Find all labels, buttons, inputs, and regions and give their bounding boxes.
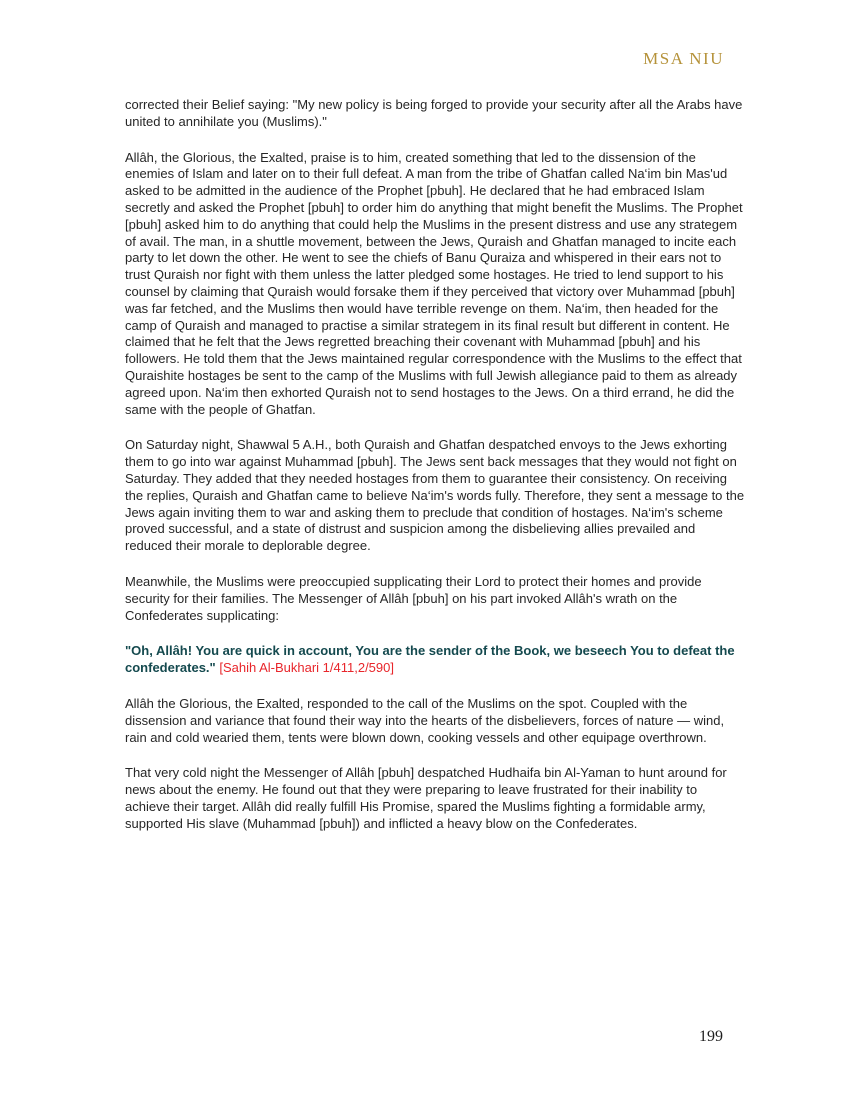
page-number: 199	[699, 1028, 723, 1045]
paragraph: corrected their Belief saying: "My new policy is being forged to provide your security after all the Arabs have united to annihilate you (Muslims)."	[125, 97, 743, 129]
citation-reference: [Sahih Al-Bukhari 1/411,2/590]	[219, 660, 394, 676]
paragraph: That very cold night the Messenger of Allâh [pbuh] despatched Hudhaifa bin Al-Yaman to hunt around for news about the enemy. He found out that they were preparing to leave frustrated for their inability to achieve their target. Allâh did really fulfill His Promise, spared the Muslims fighting a formidable army, supported His slave (Muhammad [pbuh]) and inflicted a heavy blow on the Confederates.	[125, 765, 727, 831]
paragraph: Allâh the Glorious, the Exalted, responded to the call of the Muslims on the spot. Coupled with the dissension and variance that found their way into the hearts of the disbelievers, forces of nature — wind, rain and cold wearied them, tents were blown down, cooking vessels and other equipage overthrown.	[125, 695, 725, 745]
paragraph: Meanwhile, the Muslims were preoccupied supplicating their Lord to protect their homes and provide security for their families. The Messenger of Allâh [pbuh] on his part invoked Allâh's wrath on the Confederates supplicating:	[125, 573, 702, 623]
page-header-title: MSA NIU	[643, 49, 724, 68]
hadith-quote-text: "Oh, Allâh! You are quick in account, You are the sender of the Book, we beseech You to defeat the confederates."	[125, 643, 735, 676]
hadith-quote	[125, 643, 745, 677]
paragraph: Allâh, the Glorious, the Exalted, praise is to him, created something that led to the dissension of the enemies of Islam and later on to their full defeat. A man from the tribe of Ghatfan called Na‘im bin Mas'ud asked to be admitted in the audience of the Prophet [pbuh]. He declared that he had embraced Islam secretly and asked the Prophet [pbuh] to order him do anything that might benefit the Muslims. The Prophet [pbuh] asked him to do anything that could help the Muslims in the present distress and use any strategem of avail. The man, in a shuttle movement, between the Jews, Quraish and Ghatfan managed to incite each party to let down the other. He went to see the chiefs of Banu Quraiza and whispered in their ears not to trust Quraish nor fight with them unless the latter pledged some hostages. He tried to lend support to his counsel by claiming that Quraish would forsake them if they perceived that victory over Muhammad [pbuh] was far fetched, and the Muslims then would have terrible revenge on them. Na‘im, then headed for the camp of Quraish and managed to practise a similar strategem in its final result but different in content. He claimed that he felt that the Jews regretted breaching their covenant with Muhammad [pbuh] and his followers. He told them that the Jews maintained regular correspondence with the Muslims to the effect that Quraishite hostages be sent to the camp of the Muslims with full Jewish allegiance paid to them as already agreed upon. Na‘im then exhorted Quraish not to send hostages to the Jews. On a third errand, he did the same with the people of Ghatfan.	[125, 149, 743, 417]
page-body	[125, 97, 745, 851]
paragraph: On Saturday night, Shawwal 5 A.H., both Quraish and Ghatfan despatched envoys to the Jews exhorting them to go into war against Muhammad [pbuh]. The Jews sent back messages that they would not fight on Saturday. They added that they needed hostages from them to guarantee their consistency. On receiving the replies, Quraish and Ghatfan came to believe Na‘im's words fully. Therefore, they sent a message to the Jews again inviting them to war and asking them to preclude that condition of hostages. Na‘im's scheme proved successful, and a state of distrust and suspicion among the disbelieving allies prevailed and reduced their morale to deplorable degree.	[125, 437, 745, 554]
